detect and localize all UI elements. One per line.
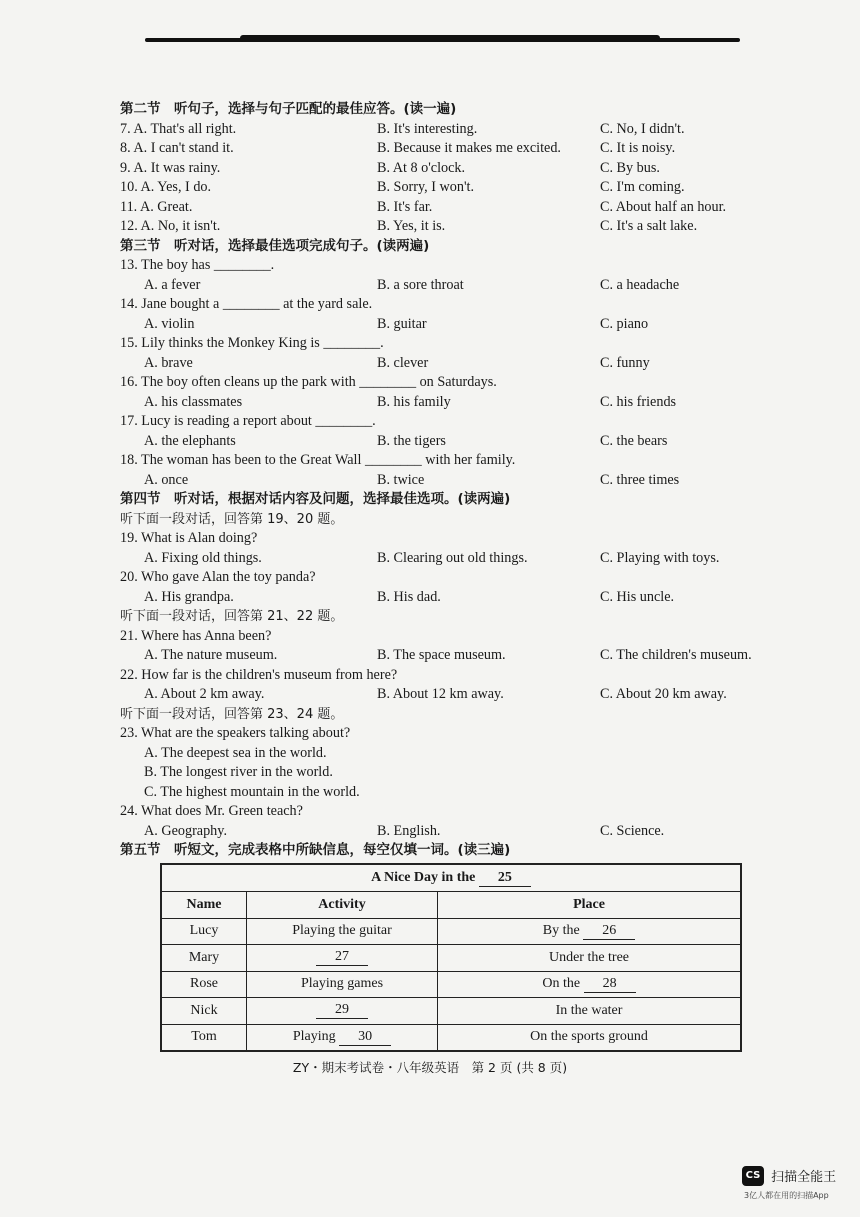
option-a: A. Geography. — [144, 822, 227, 839]
question-stem: 14. Jane bought a ________ at the yard sale. — [120, 296, 373, 312]
question-options — [120, 354, 800, 374]
option-b: B. the tigers — [377, 432, 446, 449]
table-row — [161, 971, 741, 998]
option-b: B. guitar — [377, 315, 427, 332]
question-stem: 18. The woman has been to the Great Wall ________ with her family. — [120, 452, 516, 468]
option-c: C. three times — [600, 471, 680, 488]
question-options — [120, 315, 800, 335]
question-row — [120, 159, 800, 179]
option-b: B. a sore throat — [377, 276, 464, 293]
option-c: C. By bus. — [600, 159, 660, 176]
option-b: B. his family — [377, 393, 451, 410]
top-rule-thick — [240, 35, 660, 42]
option-a: 11. A. Great. — [120, 198, 193, 215]
option-c: C. It is noisy. — [600, 140, 676, 156]
question-stem: 15. Lily thinks the Monkey King is ________. — [120, 335, 384, 351]
question-options — [120, 432, 800, 452]
answer-blank: 28 — [584, 976, 636, 993]
option-a: A. brave — [144, 354, 193, 371]
table-row — [161, 918, 741, 945]
cell-name: Rose — [161, 971, 247, 998]
place-text: In the water — [555, 1002, 623, 1018]
option-b: B. About 12 km away. — [377, 686, 504, 702]
cell-name: Lucy — [161, 918, 247, 945]
cell-name: Nick — [161, 998, 247, 1025]
table-header-row — [161, 892, 741, 919]
question-row — [120, 373, 800, 393]
option-c: C. Science. — [600, 822, 665, 839]
dialogue-intro: 听下面一段对话，回答第 21、22 题。 — [120, 609, 344, 624]
option-a: A. violin — [144, 315, 195, 332]
question-row — [120, 178, 800, 198]
option-b: B. twice — [377, 471, 425, 488]
activity-text: Playing the guitar — [292, 923, 392, 939]
answer-blank: 30 — [339, 1029, 391, 1046]
option-c: C. the bears — [600, 432, 668, 449]
section-5-heading: 第五节 听短文，完成表格中所缺信息，每空仅填一词。(读三遍) — [120, 842, 511, 858]
blank-25: 25 — [479, 870, 531, 887]
option-c: C. The highest mountain in the world. — [144, 783, 360, 800]
cell-place — [438, 918, 742, 945]
cell-activity — [247, 945, 438, 972]
cell-name: Mary — [161, 945, 247, 972]
option-a: A. The nature museum. — [144, 647, 278, 663]
question-row — [120, 217, 800, 237]
option-c: C. No, I didn't. — [600, 120, 685, 137]
option-a: A. His grandpa. — [144, 588, 234, 605]
watermark-name: 扫描全能王 — [771, 1170, 837, 1185]
question-options — [120, 276, 800, 296]
section-3-heading: 第三节 听对话，选择最佳选项完成句子。(读两遍) — [120, 237, 430, 254]
question-options — [120, 646, 800, 666]
option-c: C. The children's museum. — [600, 647, 752, 663]
question-options — [120, 471, 800, 491]
question-options — [120, 685, 800, 705]
question-options — [120, 822, 800, 842]
activity-text: Playing games — [300, 976, 384, 992]
option-c: C. His uncle. — [600, 588, 675, 605]
option-a: 12. A. No, it isn't. — [120, 218, 221, 234]
question-row — [120, 295, 800, 315]
place-text: On the — [542, 975, 581, 991]
column-header-place: Place — [438, 892, 742, 919]
question-stem: 20. Who gave Alan the toy panda? — [120, 569, 316, 585]
scanner-watermark — [742, 1165, 836, 1201]
option-a: A. a fever — [144, 276, 201, 293]
page-footer: ZY・期末考试卷・八年级英语 第 2 页 (共 8 页) — [292, 1060, 568, 1075]
cell-activity — [247, 971, 438, 998]
option-c: C. a headache — [600, 276, 680, 293]
question-row — [120, 198, 800, 218]
answer-blank: 27 — [316, 949, 368, 966]
option-c: C. funny — [600, 354, 650, 371]
option-c: C. About 20 km away. — [600, 686, 727, 702]
camscanner-logo-icon: CS — [742, 1166, 764, 1186]
option-c: C. It's a salt lake. — [600, 218, 698, 234]
cell-name: Tom — [161, 1024, 247, 1051]
question-stem: 22. How far is the children's museum from here? — [120, 666, 398, 683]
exam-content — [120, 100, 800, 861]
question-row — [120, 412, 800, 432]
option-a: 8. A. I can't stand it. — [120, 140, 234, 156]
question-stem: 19. What is Alan doing? — [120, 530, 258, 546]
option-a: A. Fixing old things. — [144, 549, 262, 566]
question-stem: 16. The boy often cleans up the park with ________ on Saturdays. — [120, 374, 497, 390]
option-b: B. The longest river in the world. — [144, 764, 333, 780]
option-c: C. his friends — [600, 393, 677, 410]
cell-activity — [247, 998, 438, 1025]
question-row — [120, 139, 800, 159]
option-b: B. clever — [377, 354, 429, 371]
option-b: B. Sorry, I won't. — [377, 179, 475, 195]
option-b: B. Because it makes me excited. — [377, 140, 561, 156]
activity-text: Playing — [292, 1028, 336, 1044]
option-a: A. the elephants — [144, 432, 236, 449]
option-a: 7. A. That's all right. — [120, 120, 237, 137]
option-c: C. piano — [600, 315, 649, 332]
table-row — [161, 998, 741, 1025]
question-row — [120, 256, 800, 276]
dialogue-intro: 听下面一段对话，回答第 19、20 题。 — [120, 511, 344, 527]
option-a: 10. A. Yes, I do. — [120, 179, 212, 195]
question-stem: 21. Where has Anna been? — [120, 627, 272, 644]
place-text: Under the tree — [548, 949, 630, 965]
option-a: A. his classmates — [144, 393, 243, 410]
option-b: B. His dad. — [377, 588, 441, 605]
question-stem: 23. What are the speakers talking about? — [120, 725, 351, 741]
cell-place — [438, 1024, 742, 1051]
option-b: B. English. — [377, 822, 441, 839]
option-a: 9. A. It was rainy. — [120, 159, 221, 176]
cell-place — [438, 945, 742, 972]
place-text: On the sports ground — [530, 1029, 648, 1045]
table-title — [161, 864, 741, 892]
option-b: B. At 8 o'clock. — [377, 159, 466, 176]
table-row — [161, 945, 741, 972]
column-header-activity: Activity — [247, 892, 438, 919]
answer-blank: 26 — [583, 923, 635, 940]
option-c: C. I'm coming. — [600, 179, 685, 195]
option-c: C. Playing with toys. — [600, 549, 720, 566]
option-c: C. About half an hour. — [600, 198, 727, 215]
cell-activity — [247, 1024, 438, 1051]
option-b: B. It's far. — [377, 198, 433, 215]
question-stem: 17. Lucy is reading a report about ________. — [120, 413, 376, 429]
table-row — [161, 1024, 741, 1051]
option-b: B. It's interesting. — [377, 120, 478, 137]
question-options — [120, 393, 800, 413]
info-table — [160, 863, 742, 1052]
question-row — [120, 334, 800, 354]
option-b: B. Clearing out old things. — [377, 549, 528, 566]
question-stem: 24. What does Mr. Green teach? — [120, 803, 303, 819]
section-4-heading: 第四节 听对话，根据对话内容及问题，选择最佳选项。(读两遍) — [120, 491, 511, 507]
dialogue-intro: 听下面一段对话，回答第 23、24 题。 — [120, 706, 344, 722]
option-a: A. once — [144, 471, 189, 488]
cell-activity — [247, 918, 438, 945]
section-2-heading: 第二节 听句子，选择与句子匹配的最佳应答。(读一遍) — [120, 101, 457, 117]
answer-blank: 29 — [316, 1002, 368, 1019]
question-options — [120, 549, 800, 569]
question-stem: 13. The boy has ________. — [120, 257, 275, 273]
option-b: B. Yes, it is. — [377, 218, 446, 234]
watermark-tagline: 3亿人都在用的扫描App — [744, 1190, 829, 1200]
question-options — [120, 588, 800, 608]
option-b: B. The space museum. — [377, 647, 506, 663]
place-text: By the — [542, 922, 580, 938]
option-a: A. The deepest sea in the world. — [144, 744, 327, 761]
table-title-text: A Nice Day in the — [371, 869, 476, 885]
option-a: A. About 2 km away. — [144, 686, 265, 702]
question-row — [120, 120, 800, 140]
cell-place — [438, 971, 742, 998]
cell-place — [438, 998, 742, 1025]
column-header-name: Name — [161, 892, 247, 919]
question-row — [120, 451, 800, 471]
